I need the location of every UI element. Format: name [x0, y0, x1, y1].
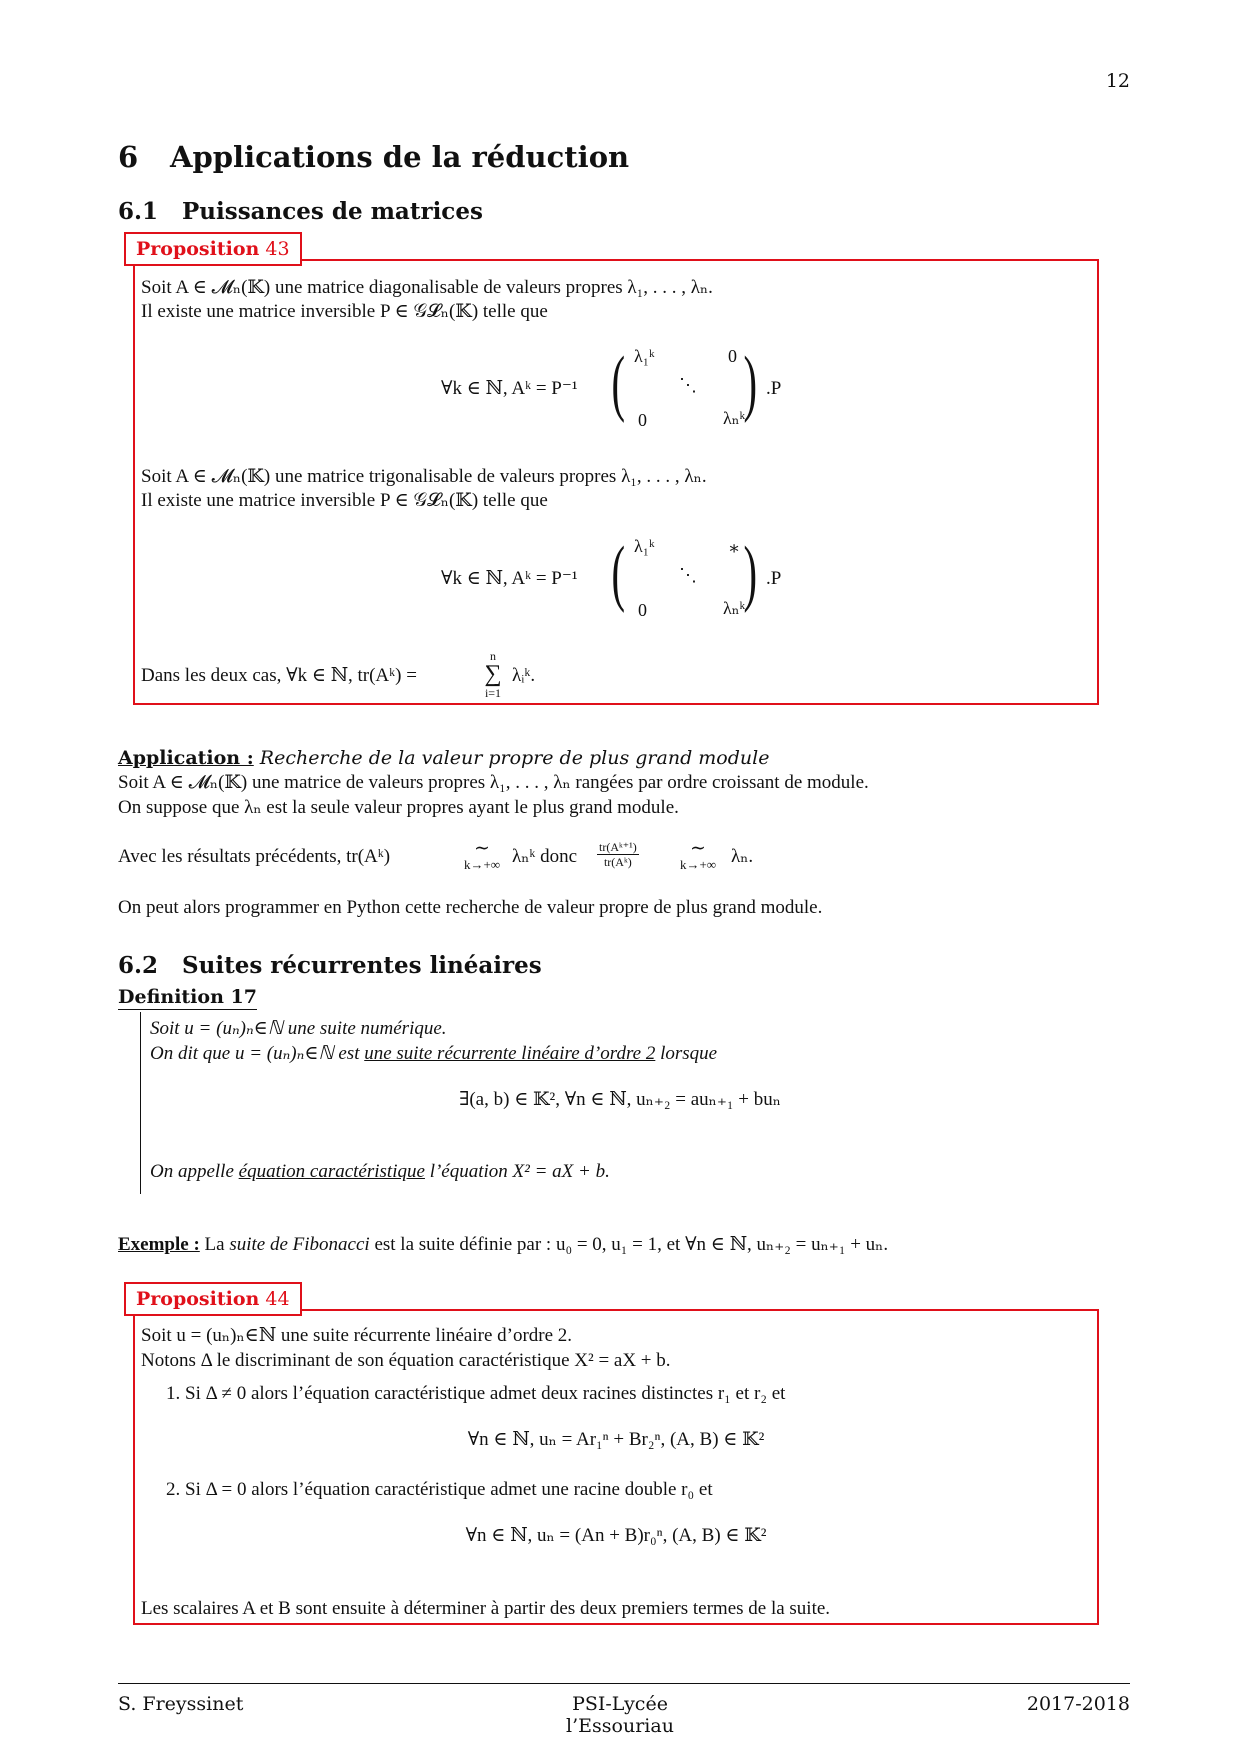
- prop43-equation-2-right: .P: [766, 568, 782, 589]
- application-heading: [118, 746, 769, 770]
- characteristic-equation-term: équation caractéristique: [238, 1161, 425, 1182]
- prop43-equation-2-left: ∀k ∈ ℕ, Aᵏ = P⁻¹: [441, 568, 578, 589]
- prop43-line-3: Soit A ∈ 𝓜ₙ(𝕂) une matrice trigonalisable de valeurs propres λ₁, . . . , λₙ.: [141, 466, 707, 487]
- trace-ratio-fraction: [597, 840, 639, 869]
- prop43-line-4: Il existe une matrice inversible P ∈ 𝒢𝓛ₙ(𝕂) telle que: [141, 490, 548, 511]
- prop44-item-1: 1. Si Δ ≠ 0 alors l’équation caractéristique admet deux racines distinctes r₁ et r₂ et: [166, 1383, 786, 1404]
- example-text-end: est la suite définie par : u₀ = 0, u₁ = 1, et ∀n ∈ ℕ, uₙ₊₂ = uₙ₊₁ + uₙ.: [374, 1234, 889, 1255]
- prop43-line-5: [141, 664, 417, 688]
- matrix-entry: λ₁ᵏ: [634, 346, 655, 366]
- proposition-43-label: [124, 232, 302, 266]
- application-title: Recherche de la valeur propre de plus grand module: [259, 747, 770, 769]
- subsection-number: 6.2: [118, 952, 159, 979]
- prop43-equation-1-left: ∀k ∈ ℕ, Aᵏ = P⁻¹: [441, 378, 578, 399]
- sum-lower-limit: i=1: [484, 686, 502, 700]
- application-label: Application :: [118, 747, 254, 769]
- equivalent-symbol-1: [455, 840, 509, 872]
- matrix-left-paren: (: [611, 342, 626, 424]
- prop44-equation-2: ∀n ∈ ℕ, uₙ = (An + B)r₀ⁿ, (A, B) ∈ 𝕂²: [465, 1525, 767, 1546]
- section-title: [118, 140, 629, 174]
- equivalent-lambda-n: λₙ.: [731, 846, 754, 867]
- matrix-entry: 0: [638, 410, 647, 430]
- proposition-number: 43: [265, 238, 290, 260]
- matrix-entry: ⋱: [679, 375, 697, 395]
- proposition-number: 44: [265, 1288, 290, 1310]
- footer-year: 2017-2018: [1026, 1693, 1130, 1715]
- definition-equation: ∃(a, b) ∈ 𝕂², ∀n ∈ ℕ, uₙ₊₂ = auₙ₊₁ + buₙ: [459, 1089, 781, 1110]
- definition-line-3: [150, 1160, 610, 1184]
- equivalent-text: Avec les résultats précédents, tr(Aᵏ): [118, 846, 391, 867]
- proposition-word: Proposition: [136, 1288, 260, 1310]
- matrix-entry: ∗: [728, 538, 741, 558]
- prop44-line-3: Les scalaires A et B sont ensuite à déterminer à partir des deux premiers termes de la suite.: [141, 1598, 831, 1619]
- section-title-text: Applications de la réduction: [170, 140, 630, 174]
- prop43-equation-1-right: .P: [766, 378, 782, 399]
- definition-line-2-end: lorsque: [660, 1043, 718, 1064]
- matrix-entry: ⋱: [679, 565, 697, 585]
- definition-17-label: [118, 985, 257, 1009]
- fibonacci-term: suite de Fibonacci: [229, 1234, 370, 1255]
- matrix-entry: λₙᵏ: [723, 408, 746, 428]
- equivalent-lambda: λₙᵏ donc: [512, 846, 578, 867]
- application-line-3: [118, 845, 390, 869]
- prop43-line-2: Il existe une matrice inversible P ∈ 𝒢𝓛ₙ(𝕂) telle que: [141, 301, 548, 322]
- sim-limit: k→+∞: [679, 857, 717, 872]
- subsection-number: 6.1: [118, 198, 159, 225]
- sum-upper-limit: n: [490, 649, 496, 663]
- definition-term: une suite récurrente linéaire d’ordre 2: [364, 1043, 656, 1064]
- matrix-entry: λₙᵏ: [723, 598, 746, 618]
- fraction-denominator: tr(Aᵏ): [603, 855, 632, 869]
- fraction-numerator: tr(Aᵏ⁺¹): [599, 840, 637, 854]
- subsection-title-6-1: [118, 198, 483, 225]
- footer-rule: [118, 1683, 1130, 1684]
- subsection-title-text: Suites récurrentes linéaires: [182, 952, 542, 979]
- prop44-line-1: Soit u = (uₙ)ₙ∈ℕ une suite récurrente linéaire d’ordre 2.: [141, 1325, 573, 1346]
- example-label: Exemple :: [118, 1234, 200, 1255]
- subsection-title-6-2: [118, 952, 542, 979]
- footer-author: S. Freyssinet: [118, 1693, 244, 1715]
- section-number: 6: [118, 140, 139, 174]
- proposition-word: Proposition: [136, 238, 260, 260]
- matrix-right-paren: ): [743, 342, 758, 424]
- application-line-4: On peut alors programmer en Python cette recherche de valeur propre de plus grand module.: [118, 897, 823, 918]
- subsection-title-text: Puissances de matrices: [182, 198, 483, 225]
- definition-line-1: Soit u = (uₙ)ₙ∈ℕ une suite numérique.: [150, 1018, 447, 1039]
- matrix-right-paren: ): [743, 532, 758, 614]
- prop44-item-2: 2. Si Δ = 0 alors l’équation caractéristique admet une racine double r₀ et: [166, 1479, 713, 1500]
- prop44-line-2: Notons Δ le discriminant de son équation caractéristique X² = aX + b.: [141, 1350, 671, 1371]
- matrix-entry: 0: [638, 600, 647, 620]
- application-line-2: On suppose que λₙ est la seule valeur propres ayant le plus grand module.: [118, 797, 679, 818]
- page-number: 12: [1105, 70, 1130, 92]
- proposition-44-label: [124, 1282, 302, 1316]
- trace-sum-term: λᵢᵏ.: [512, 665, 536, 686]
- example-text-start: La: [204, 1234, 225, 1255]
- trace-text: Dans les deux cas, ∀k ∈ ℕ, tr(Aᵏ) =: [141, 665, 417, 686]
- definition-left-bar: [140, 1012, 141, 1194]
- sum-operator: [476, 650, 510, 700]
- sim-symbol: ∼: [474, 838, 490, 859]
- application-line-1: Soit A ∈ 𝓜ₙ(𝕂) une matrice de valeurs propres λ₁, . . . , λₙ rangées par ordre croissant de module.: [118, 772, 869, 793]
- sim-symbol: ∼: [690, 838, 706, 859]
- prop44-equation-1: ∀n ∈ ℕ, uₙ = Ar₁ⁿ + Br₂ⁿ, (A, B) ∈ 𝕂²: [467, 1429, 765, 1450]
- example-line: [118, 1233, 888, 1257]
- definition-line-2-start: On dit que u = (uₙ)ₙ∈ℕ est: [150, 1043, 360, 1064]
- definition-label-text: Definition 17: [118, 986, 257, 1008]
- definition-line-3-start: On appelle: [150, 1161, 234, 1182]
- equivalent-symbol-2: [671, 840, 725, 872]
- prop43-line-1: Soit A ∈ 𝓜ₙ(𝕂) une matrice diagonalisable de valeurs propres λ₁, . . . , λₙ.: [141, 277, 713, 298]
- definition-line-2: [150, 1042, 717, 1066]
- sum-symbol: ∑: [484, 661, 502, 687]
- footer-school: PSI-Lycée l’Essouriau: [566, 1693, 674, 1737]
- matrix-left-paren: (: [611, 532, 626, 614]
- sim-limit: k→+∞: [463, 857, 501, 872]
- matrix-entry: 0: [728, 346, 737, 366]
- definition-line-3-end: l’équation X² = aX + b.: [424, 1161, 610, 1182]
- matrix-entry: λ₁ᵏ: [634, 536, 655, 556]
